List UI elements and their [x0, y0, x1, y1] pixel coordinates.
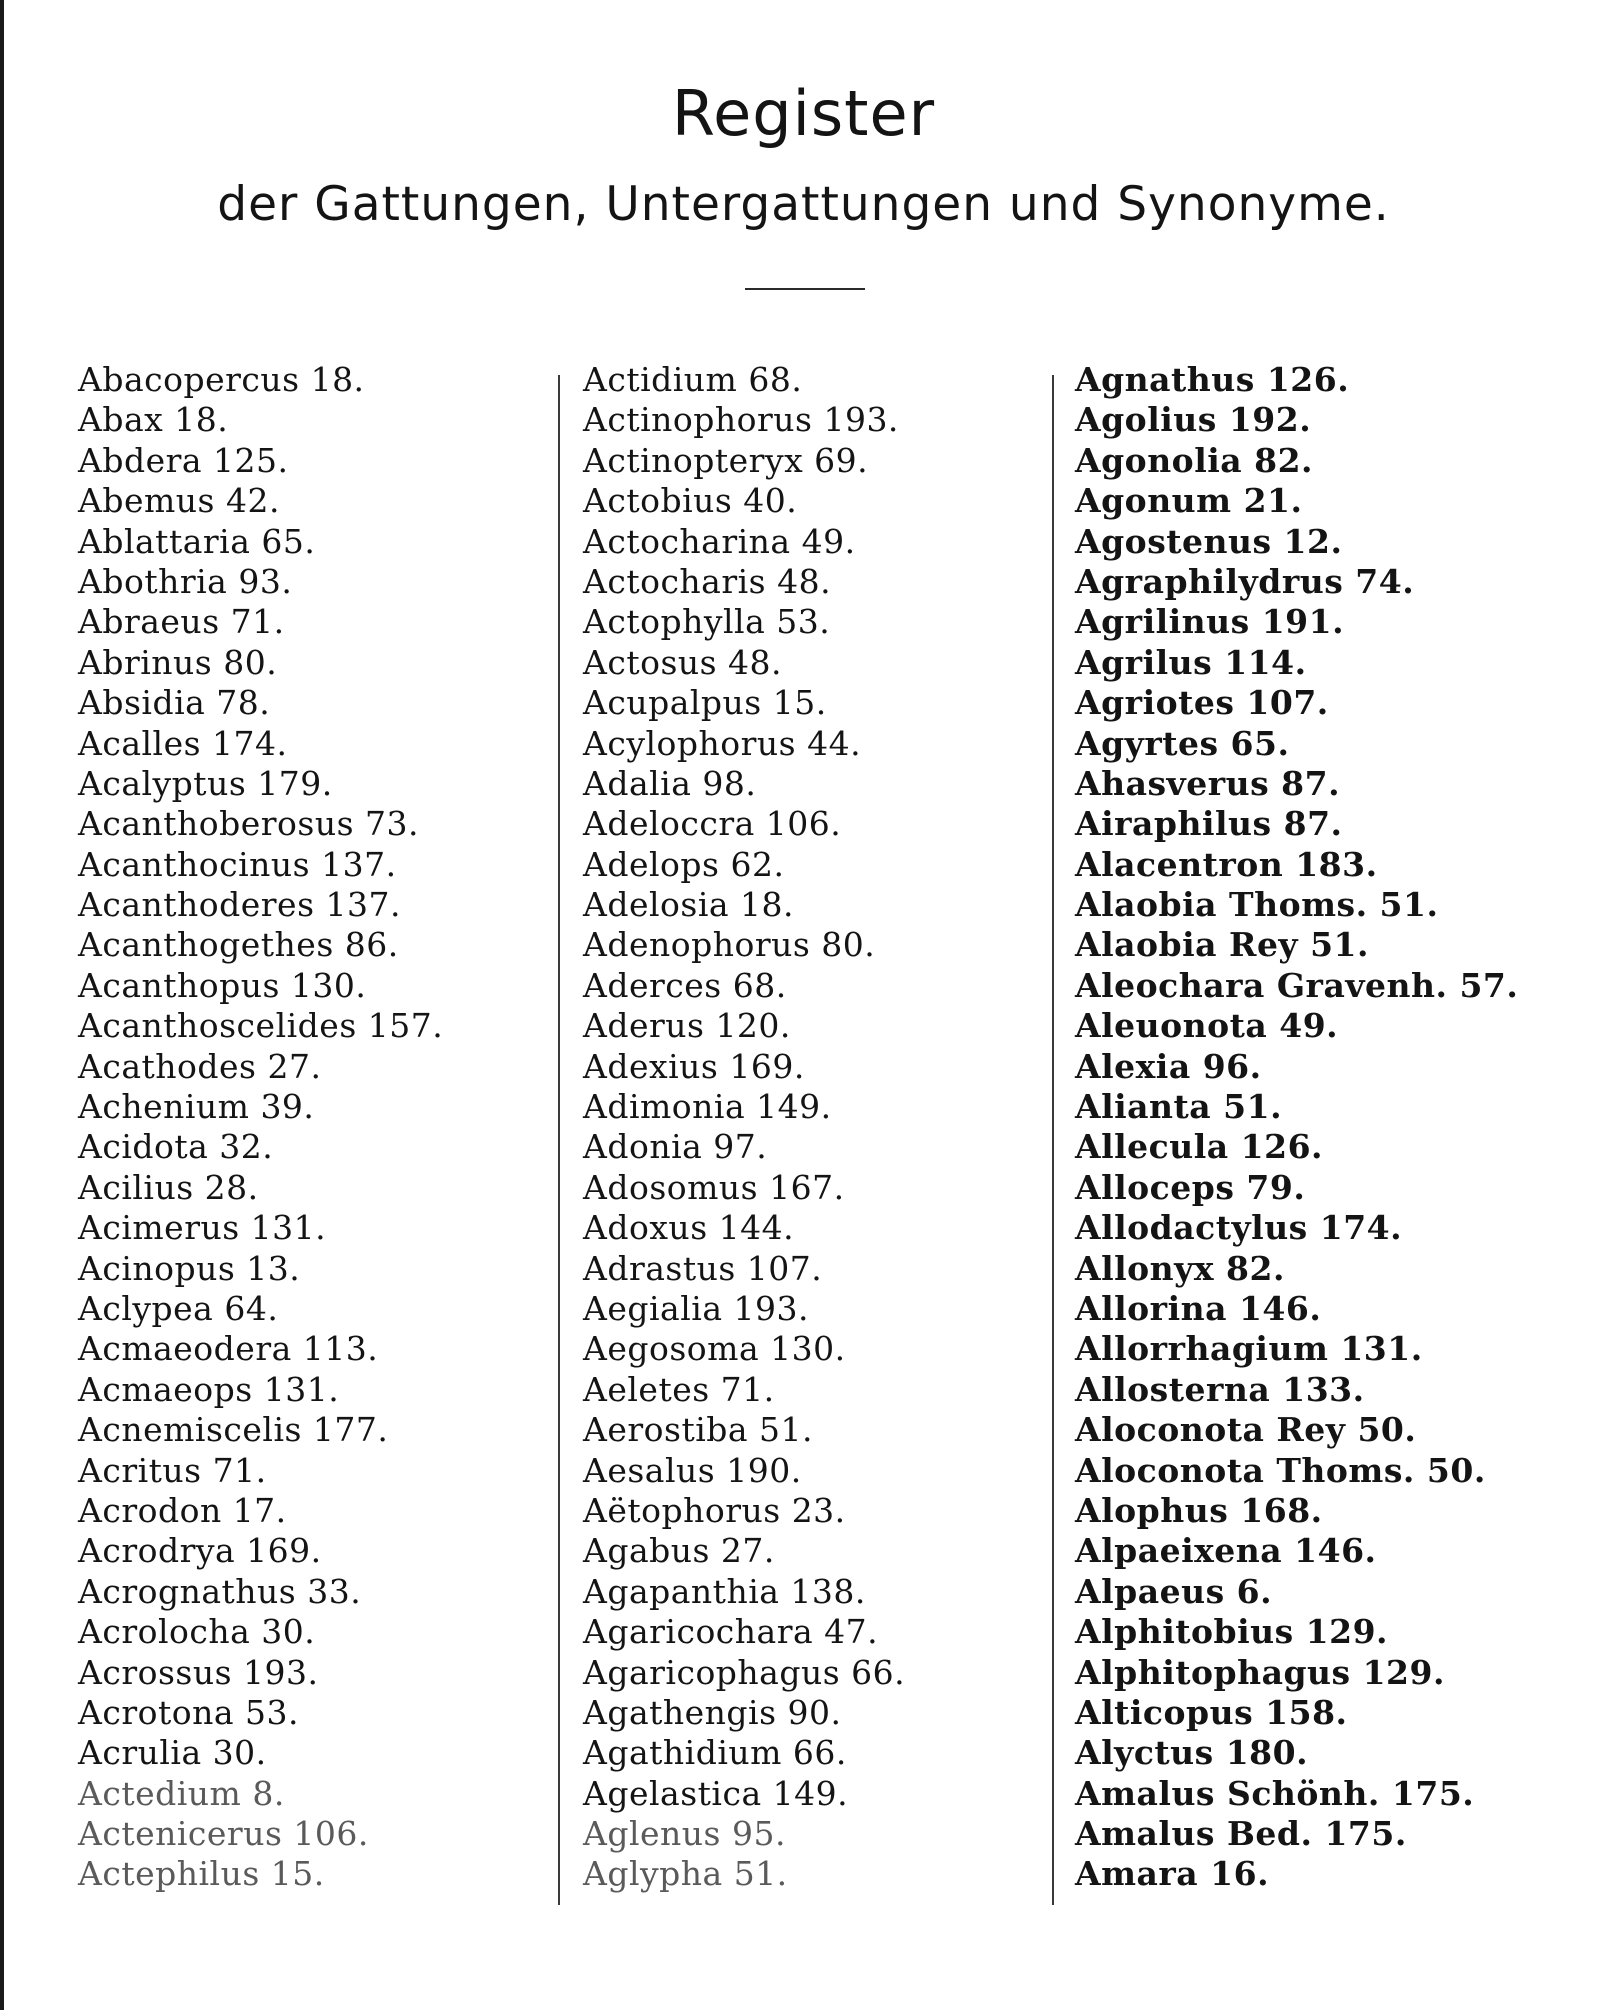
- register-entry: Abrinus 80.: [78, 642, 278, 682]
- register-entry: Acrossus 193.: [78, 1652, 319, 1692]
- register-entry: Alphitophagus 129.: [1075, 1652, 1445, 1692]
- register-entry: Aderus 120.: [583, 1006, 791, 1046]
- page-title: Register: [671, 77, 936, 150]
- register-entry: Adelops 62.: [583, 844, 785, 884]
- register-entry: Acrotona 53.: [78, 1692, 299, 1732]
- register-entry: Agonum 21.: [1075, 481, 1303, 521]
- register-entry: Aclypea 64.: [78, 1288, 279, 1328]
- register-entry: Adeloccra 106.: [583, 804, 842, 844]
- register-entry: Acrodrya 169.: [78, 1531, 322, 1571]
- register-entry: Adalia 98.: [583, 763, 757, 803]
- register-entry: Actocharis 48.: [583, 561, 832, 601]
- register-entry: Actosus 48.: [583, 642, 783, 682]
- register-entry: Alaobia Rey 51.: [1075, 925, 1370, 965]
- register-entry: Actephilus 15.: [78, 1854, 325, 1894]
- register-entry: Alpaeixena 146.: [1075, 1531, 1377, 1571]
- register-entry: Actinophorus 193.: [583, 400, 899, 440]
- register-entry: Alphitobius 129.: [1075, 1612, 1389, 1652]
- register-entry: Aerostiba 51.: [583, 1410, 814, 1450]
- register-entry: Abemus 42.: [78, 481, 280, 521]
- register-entry: Allosterna 133.: [1075, 1369, 1365, 1409]
- register-entry: Aëtophorus 23.: [583, 1490, 846, 1530]
- register-entry: Acupalpus 15.: [583, 683, 827, 723]
- register-entry: Airaphilus 87.: [1075, 804, 1343, 844]
- register-entry: Aloconota Thoms. 50.: [1075, 1450, 1486, 1490]
- register-entry: Amalus Schönh. 175.: [1075, 1773, 1475, 1813]
- register-entry: Aleuonota 49.: [1075, 1006, 1339, 1046]
- register-entry: Agyrtes 65.: [1075, 723, 1290, 763]
- register-entry: Aderces 68.: [583, 965, 787, 1005]
- register-entry: Aleochara Gravenh. 57.: [1075, 965, 1519, 1005]
- register-entry: Adoxus 144.: [583, 1208, 795, 1248]
- column-divider: [558, 375, 560, 1905]
- register-entry: Adonia 97.: [583, 1127, 768, 1167]
- register-column-2: [583, 360, 1053, 1895]
- register-entry: Acanthoberosus 73.: [78, 804, 420, 844]
- register-entry: Acidota 32.: [78, 1127, 274, 1167]
- page-edge: [0, 0, 4, 2010]
- register-entry: Alpaeus 6.: [1075, 1571, 1273, 1611]
- register-entry: Aloconota Rey 50.: [1075, 1410, 1417, 1450]
- register-entry: Actenicerus 106.: [78, 1814, 369, 1854]
- register-entry: Alacentron 183.: [1075, 844, 1378, 884]
- register-entry: Achenium 39.: [78, 1087, 315, 1127]
- register-entry: Alaobia Thoms. 51.: [1075, 885, 1439, 925]
- register-entry: Aegialia 193.: [583, 1288, 809, 1328]
- register-entry: Acimerus 131.: [78, 1208, 327, 1248]
- page-subtitle: der Gattungen, Untergattungen und Synonyme.: [217, 177, 1390, 232]
- register-entry: Acanthoscelides 157.: [78, 1006, 444, 1046]
- register-entry: Amalus Bed. 175.: [1075, 1814, 1407, 1854]
- register-entry: Agnathus 126.: [1075, 360, 1350, 399]
- register-entry: Agrilus 114.: [1075, 642, 1307, 682]
- register-entry: Acinopus 13.: [78, 1248, 301, 1288]
- register-entry: Actinopteryx 69.: [583, 440, 869, 480]
- register-entry: Acnemiscelis 177.: [78, 1410, 389, 1450]
- register-entry: Acylophorus 44.: [583, 723, 862, 763]
- register-entry: Agathidium 66.: [583, 1733, 847, 1773]
- register-entry: Agraphilydrus 74.: [1075, 561, 1415, 601]
- register-entry: Acilius 28.: [78, 1167, 259, 1207]
- register-entry: Aglypha 51.: [583, 1854, 788, 1894]
- register-entry: Alticopus 158.: [1075, 1692, 1348, 1732]
- register-entry: Acmaeodera 113.: [78, 1329, 379, 1369]
- register-entry: Acalyptus 179.: [78, 763, 333, 803]
- register-entry: Acrognathus 33.: [78, 1571, 362, 1611]
- register-entry: Actocharina 49.: [583, 521, 856, 561]
- register-entry: Agelastica 149.: [583, 1773, 849, 1813]
- register-entry: Acanthogethes 86.: [78, 925, 399, 965]
- register-entry: Agaricochara 47.: [583, 1612, 879, 1652]
- register-column-3: [1075, 360, 1575, 1895]
- title-divider: [745, 288, 865, 290]
- register-entry: Acanthoderes 137.: [78, 885, 401, 925]
- register-entry: Acathodes 27.: [78, 1046, 322, 1086]
- register-entry: Allecula 126.: [1075, 1127, 1324, 1167]
- register-entry: Actidium 68.: [583, 360, 803, 399]
- register-entry: Allorrhagium 131.: [1075, 1329, 1423, 1369]
- register-entry: Adelosia 18.: [583, 885, 795, 925]
- register-entry: Abraeus 71.: [78, 602, 285, 642]
- register-entry: Agathengis 90.: [583, 1692, 842, 1732]
- register-column-1: [78, 360, 548, 1895]
- register-entry: Ahasverus 87.: [1075, 763, 1341, 803]
- register-entry: Alloceps 79.: [1075, 1167, 1306, 1207]
- register-entry: Acalles 174.: [78, 723, 288, 763]
- register-entry: Abdera 125.: [78, 440, 289, 480]
- register-entry: Agaricophagus 66.: [583, 1652, 906, 1692]
- register-entry: Acrulia 30.: [78, 1733, 267, 1773]
- register-entry: Acrolocha 30.: [78, 1612, 316, 1652]
- register-entry: Aeletes 71.: [583, 1369, 775, 1409]
- register-entry: Agonolia 82.: [1075, 440, 1314, 480]
- register-entry: Ablattaria 65.: [78, 521, 316, 561]
- register-entry: Adimonia 149.: [583, 1087, 832, 1127]
- register-entry: Allodactylus 174.: [1075, 1208, 1403, 1248]
- register-entry: Adosomus 167.: [583, 1167, 845, 1207]
- register-entry: Aegosoma 130.: [583, 1329, 846, 1369]
- register-entry: Alyctus 180.: [1075, 1733, 1309, 1773]
- register-entry: Acmaeops 131.: [78, 1369, 340, 1409]
- register-entry: Agriotes 107.: [1075, 683, 1329, 723]
- register-entry: Agabus 27.: [583, 1531, 775, 1571]
- register-entry: Abacopercus 18.: [78, 360, 365, 399]
- column-divider: [1052, 375, 1054, 1905]
- register-entry: Abothria 93.: [78, 561, 293, 601]
- register-entry: Aesalus 190.: [583, 1450, 802, 1490]
- register-entry: Adrastus 107.: [583, 1248, 823, 1288]
- register-entry: Acrodon 17.: [78, 1490, 287, 1530]
- register-entry: Adenophorus 80.: [583, 925, 876, 965]
- register-entry: Alianta 51.: [1075, 1087, 1283, 1127]
- register-entry: Alophus 168.: [1075, 1490, 1323, 1530]
- register-entry: Acanthopus 130.: [78, 965, 367, 1005]
- register-entry: Agolius 192.: [1075, 400, 1312, 440]
- register-entry: Agostenus 12.: [1075, 521, 1343, 561]
- register-entry: Actophylla 53.: [583, 602, 831, 642]
- register-entry: Acanthocinus 137.: [78, 844, 397, 884]
- register-entry: Allorina 146.: [1075, 1288, 1322, 1328]
- register-entry: Acritus 71.: [78, 1450, 267, 1490]
- register-entry: Agapanthia 138.: [583, 1571, 866, 1611]
- register-entry: Actedium 8.: [78, 1773, 285, 1813]
- register-entry: Adexius 169.: [583, 1046, 805, 1086]
- register-entry: Allonyx 82.: [1075, 1248, 1285, 1288]
- register-entry: Absidia 78.: [78, 683, 271, 723]
- register-entry: Aglenus 95.: [583, 1814, 786, 1854]
- register-entry: Amara 16.: [1075, 1854, 1270, 1894]
- register-entry: Alexia 96.: [1075, 1046, 1262, 1086]
- register-entry: Actobius 40.: [583, 481, 798, 521]
- register-entry: Abax 18.: [78, 400, 229, 440]
- register-entry: Agrilinus 191.: [1075, 602, 1345, 642]
